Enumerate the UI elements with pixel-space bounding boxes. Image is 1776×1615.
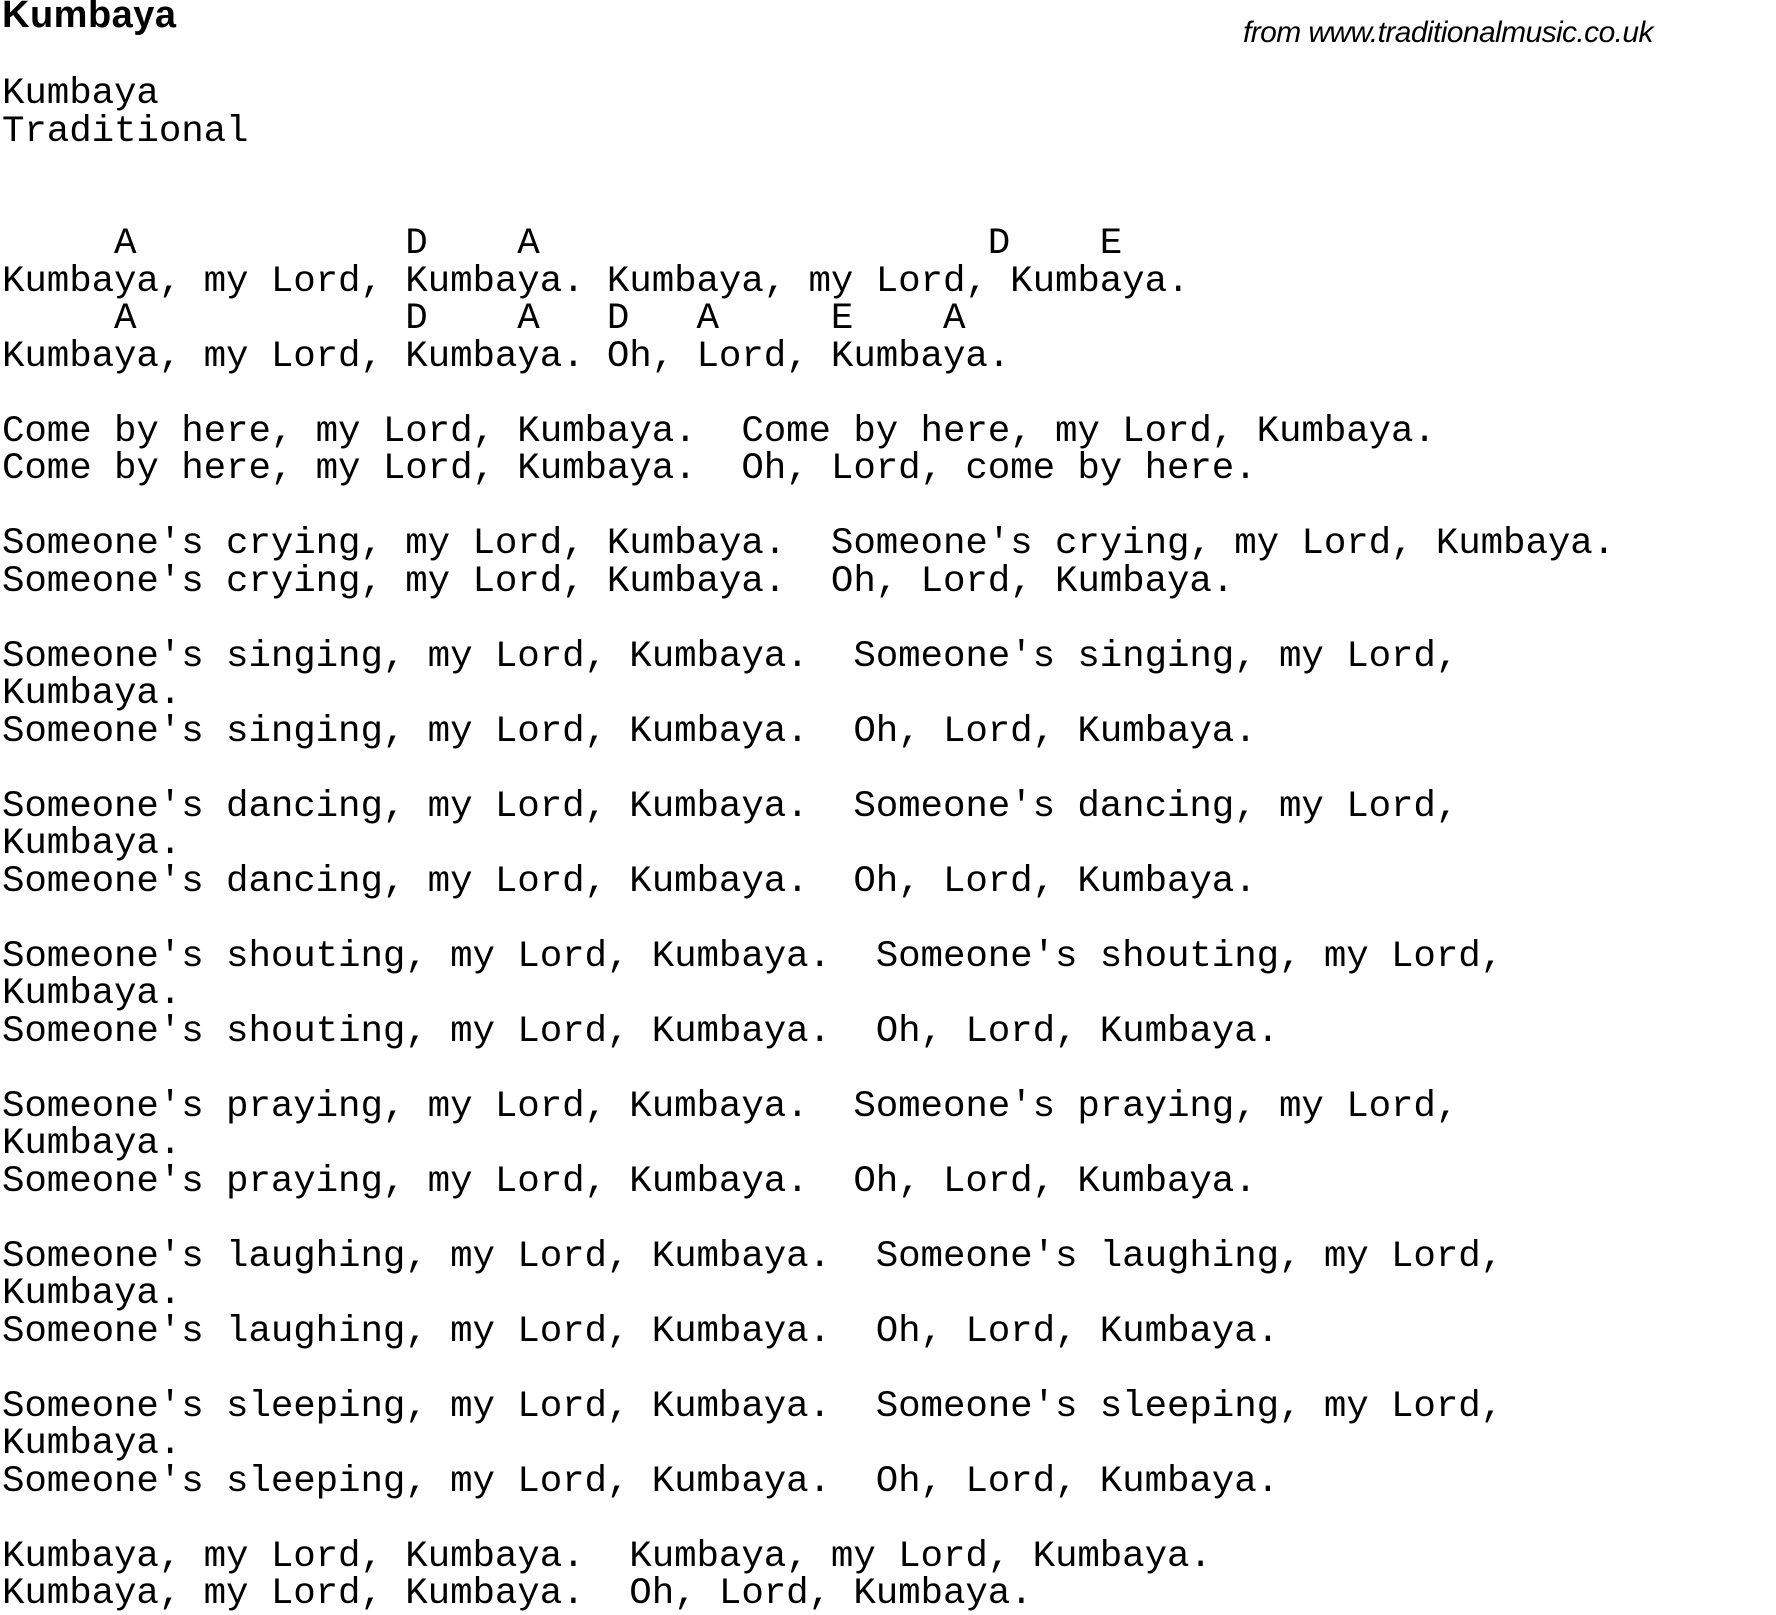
lyric-line: Someone's singing, my Lord, Kumbaya. Someone's singing, my Lord, bbox=[2, 635, 1459, 678]
source-credit: from www.traditionalmusic.co.uk bbox=[1243, 16, 1653, 49]
lyric-line: Kumbaya, my Lord, Kumbaya. Oh, Lord, Kumbaya. bbox=[2, 1573, 1033, 1615]
song-author: Traditional bbox=[2, 110, 249, 153]
blank-line bbox=[2, 1051, 1615, 1089]
lyric-line: Someone's dancing, my Lord, Kumbaya. Someone's dancing, my Lord, bbox=[2, 785, 1459, 828]
lyric-line: Someone's laughing, my Lord, Kumbaya. Someone's laughing, my Lord, bbox=[2, 1235, 1504, 1278]
lyric-line: Kumbaya, my Lord, Kumbaya. Kumbaya, my Lord, Kumbaya. bbox=[2, 260, 1190, 303]
blank-line bbox=[2, 151, 1615, 189]
lyric-line: Kumbaya. bbox=[2, 1423, 182, 1465]
lyric-line: Someone's praying, my Lord, Kumbaya. Someone's praying, my Lord, bbox=[2, 1085, 1459, 1128]
lyric-line: Someone's shouting, my Lord, Kumbaya. Oh, Lord, Kumbaya. bbox=[2, 1010, 1280, 1053]
lyric-line: Come by here, my Lord, Kumbaya. Come by here, my Lord, Kumbaya. bbox=[2, 410, 1436, 453]
lyric-line: Someone's crying, my Lord, Kumbaya. Someone's crying, my Lord, Kumbaya. bbox=[2, 523, 1616, 565]
lyric-line: Kumbaya. bbox=[2, 673, 182, 715]
blank-line bbox=[2, 376, 1615, 414]
blank-line bbox=[2, 1351, 1615, 1389]
lyric-line: Kumbaya, my Lord, Kumbaya. Oh, Lord, Kumbaya. bbox=[2, 335, 1011, 378]
blank-line bbox=[2, 901, 1615, 939]
lyric-line: Kumbaya, my Lord, Kumbaya. Kumbaya, my Lord, Kumbaya. bbox=[2, 1535, 1212, 1578]
blank-line bbox=[2, 1501, 1615, 1539]
blank-line bbox=[2, 189, 1615, 227]
lyric-line: Come by here, my Lord, Kumbaya. Oh, Lord, come by here. bbox=[2, 448, 1257, 490]
lyric-line: Someone's sleeping, my Lord, Kumbaya. Someone's sleeping, my Lord, bbox=[2, 1385, 1504, 1428]
blank-line bbox=[2, 489, 1615, 527]
chord-line: A D A D A E A bbox=[2, 298, 966, 340]
song-heading: Kumbaya bbox=[2, 73, 159, 115]
lyric-line: Someone's laughing, my Lord, Kumbaya. Oh, Lord, Kumbaya. bbox=[2, 1310, 1280, 1353]
lyric-line: Someone's dancing, my Lord, Kumbaya. Oh, Lord, Kumbaya. bbox=[2, 860, 1257, 903]
lyric-line: Someone's sleeping, my Lord, Kumbaya. Oh, Lord, Kumbaya. bbox=[2, 1460, 1280, 1503]
lyric-line: Kumbaya. bbox=[2, 823, 182, 865]
lyric-line: Someone's singing, my Lord, Kumbaya. Oh, Lord, Kumbaya. bbox=[2, 710, 1257, 753]
song-text bbox=[2, 73, 1616, 1615]
lyric-line: Someone's shouting, my Lord, Kumbaya. Someone's shouting, my Lord, bbox=[2, 935, 1504, 978]
blank-line bbox=[2, 601, 1615, 639]
lyric-line: Kumbaya. bbox=[2, 973, 182, 1015]
song-title: Kumbaya bbox=[2, 0, 177, 36]
lyric-line: Kumbaya. bbox=[2, 1273, 182, 1315]
blank-line bbox=[2, 1201, 1615, 1239]
chord-line: A D A D E bbox=[2, 223, 1123, 265]
lyric-line: Someone's crying, my Lord, Kumbaya. Oh, Lord, Kumbaya. bbox=[2, 560, 1235, 603]
lyric-line: Kumbaya. bbox=[2, 1123, 182, 1165]
lyric-line: Someone's praying, my Lord, Kumbaya. Oh, Lord, Kumbaya. bbox=[2, 1160, 1257, 1203]
blank-line bbox=[2, 751, 1615, 789]
